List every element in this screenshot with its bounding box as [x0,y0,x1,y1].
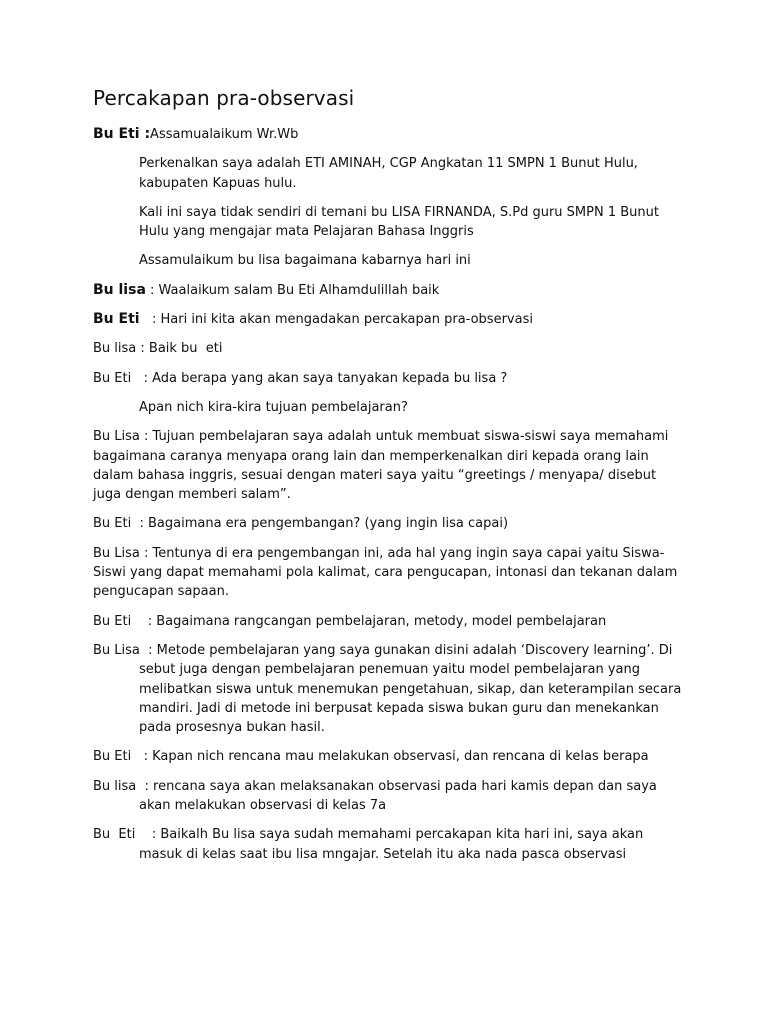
dialogue-line [93,281,683,300]
dialogue-line: Bu Eti : Kapan nich rencana mau melakukan observasi, dan rencana di kelas berapa [93,749,649,765]
dialogue-line: Bu Eti : Bagaimana rangcangan pembelajaran, metody, model pembelajaran [93,613,607,629]
dialogue-text: : Hari ini kita akan mengadakan percakapan pra-observasi [139,312,533,328]
dialogue-line: Bu lisa : Baik bu eti [93,341,223,357]
dialogue-line: Bu Lisa : Metode pembelajaran yang saya gunakan disini adalah ‘Discovery learning’. Di sebut juga dengan pembelajaran penemuan yaitu model pembelajaran yang melibatkan siswa untuk menemukan pengetahuan, sikap, dan keterampilan secara mandiri. Jadi di metode ini berpusat kepada siswa bukan guru dan menekankan pada prosesnya bukan hasil. [93,642,686,736]
dialogue-line: Bu Eti : Bagaimana era pengembangan? (yang ingin lisa capai) [93,516,509,532]
document-page [93,86,686,874]
dialogue-line: Bu Eti : Baikalh Bu lisa saya sudah memahami percakapan kita hari ini, saya akan masuk di kelas saat ibu lisa mngajar. Setelah itu aka nada pasca observasi [93,827,648,862]
dialogue-text: : Waalaikum salam Bu Eti Alhamdulillah baik [145,282,440,298]
dialogue-line [93,310,683,329]
dialogue-line [93,125,683,144]
dialogue-line: Perkenalkan saya adalah ETI AMINAH, CGP Angkatan 11 SMPN 1 Bunut Hulu, kabupaten Kapuas hulu. [139,156,638,191]
dialogue-line: Bu Lisa : Tujuan pembelajaran saya adalah untuk membuat siswa-siswi saya memahami bagaimana caranya menyapa orang lain dan memperkenalkan diri kepada orang lain dalam bahasa inggris, sesuai dengan materi saya yaitu “greetings / menyapa/ disebut juga dengan memberi salam”. [93,429,669,503]
dialogue-line: Assamulaikum bu lisa bagaimana kabarnya hari ini [139,253,471,269]
dialogue-text: Assamualaikum Wr.Wb [150,127,299,142]
dialogue-line: Apan nich kira-kira tujuan pembelajaran? [139,399,408,415]
dialogue-line: Bu Lisa : Tentunya di era pengembangan ini, ada hal yang ingin saya capai yaitu Siswa-Siswi yang dapat memahami pola kalimat, cara pengucapan, intonasi dan tekanan dalam pengucapan sapaan. [93,545,678,600]
speaker-label: Bu Eti : [93,126,151,142]
speaker-label: Bu lisa [93,281,146,298]
dialogue-line: Bu Eti : Ada berapa yang akan saya tanyakan kepada bu lisa ? [93,370,508,386]
dialogue-line: Bu lisa : rencana saya akan melaksanakan observasi pada hari kamis depan dan saya akan melakukan observasi di kelas 7a [93,778,662,814]
document-title: Percakapan pra-observasi [93,86,355,110]
dialogue-line: Kali ini saya tidak sendiri di temani bu LISA FIRNANDA, S.Pd guru SMPN 1 Bunut Hulu yang mengajar mata Pelajaran Bahasa Inggris [139,204,659,240]
speaker-label: Bu Eti [93,311,140,328]
